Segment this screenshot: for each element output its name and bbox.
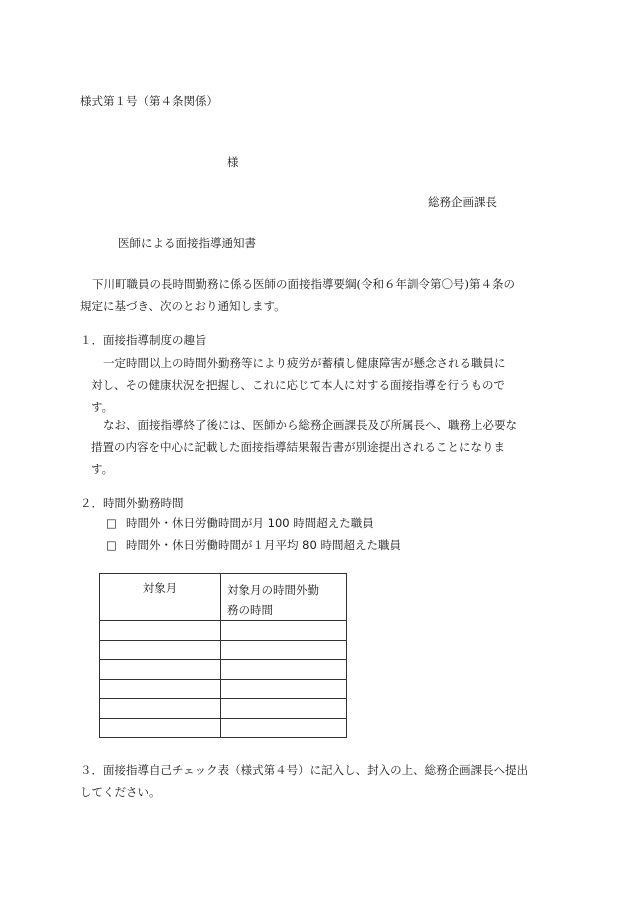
section1-line: 一定時間以上の時間外勤務等により疲労が蓄積し健康障害が懸念される職員に [103,356,506,370]
section3-line: してください。 [80,785,161,799]
section1-line: 対し、その健康状況を把握し、これに応じて本人に対する面接指導を行うもので [91,378,505,392]
section1-line: す。 [91,400,114,414]
table-cell[interactable] [221,621,347,641]
checkbox-label: 時間外・休日労働時間が月 100 時間超えた職員 [126,516,374,530]
table-cell[interactable] [221,679,347,699]
table-header-overtime [221,574,347,621]
table-row [100,660,347,680]
table-cell[interactable] [100,640,221,660]
table-cell[interactable] [221,718,347,738]
table-row [100,679,347,699]
section1-paragraph-1 [91,352,506,418]
section3-line: ３．面接指導自己チェック表（様式第４号）に記入し、封入の上、総務企画課長へ提出 [80,763,529,777]
table-cell[interactable] [221,699,347,719]
table-cell[interactable] [100,718,221,738]
section1-line: なお、面接指導終了後には、医師から総務企画課長及び所属長へ、職務上必要な [103,418,517,432]
intro-line: 規定に基づき、次のとおり通知します。 [80,299,286,313]
checkbox-label: 時間外・休日労働時間が１月平均 80 時間超えた職員 [126,538,401,552]
table-cell[interactable] [221,660,347,680]
addressee-suffix: 様 [227,155,239,169]
sender-title: 総務企画課長 [428,195,497,209]
section1-line: す。 [91,462,114,476]
table-header-month: 対象月 [100,574,221,621]
overtime-table [99,573,347,738]
section1-heading: １．面接指導制度の趣旨 [80,333,207,347]
table-cell[interactable] [221,640,347,660]
table-header-line: 対象月の時間外勤 [227,583,319,597]
table-cell[interactable] [100,660,221,680]
checkbox-row[interactable] [106,518,374,530]
checkbox-row[interactable] [106,540,401,552]
table-row [100,621,347,641]
table-row [100,699,347,719]
table-row [100,640,347,660]
intro-paragraph [80,273,515,317]
table-row [100,718,347,738]
checkbox-icon[interactable]: □ [106,538,117,552]
document-title: 医師による面接指導通知書 [118,236,256,250]
table-cell[interactable] [100,699,221,719]
table-cell[interactable] [100,679,221,699]
table-cell[interactable] [100,621,221,641]
table-header-line: 務の時間 [227,603,273,617]
table-header-row [100,574,347,621]
section1-line: 措置の内容を中心に記載した面接指導結果報告書が別途提出されることになりま [91,440,505,454]
intro-line: 下川町職員の長時間勤務に係る医師の面接指導要綱(令和６年訓令第〇号)第４条の [92,277,515,291]
section2-heading: ２．時間外勤務時間 [80,496,184,510]
checkbox-icon[interactable]: □ [106,516,117,530]
section1-paragraph-2 [91,414,517,480]
form-number: 様式第１号（第４条関係） [80,94,218,108]
section3-paragraph [80,759,528,803]
